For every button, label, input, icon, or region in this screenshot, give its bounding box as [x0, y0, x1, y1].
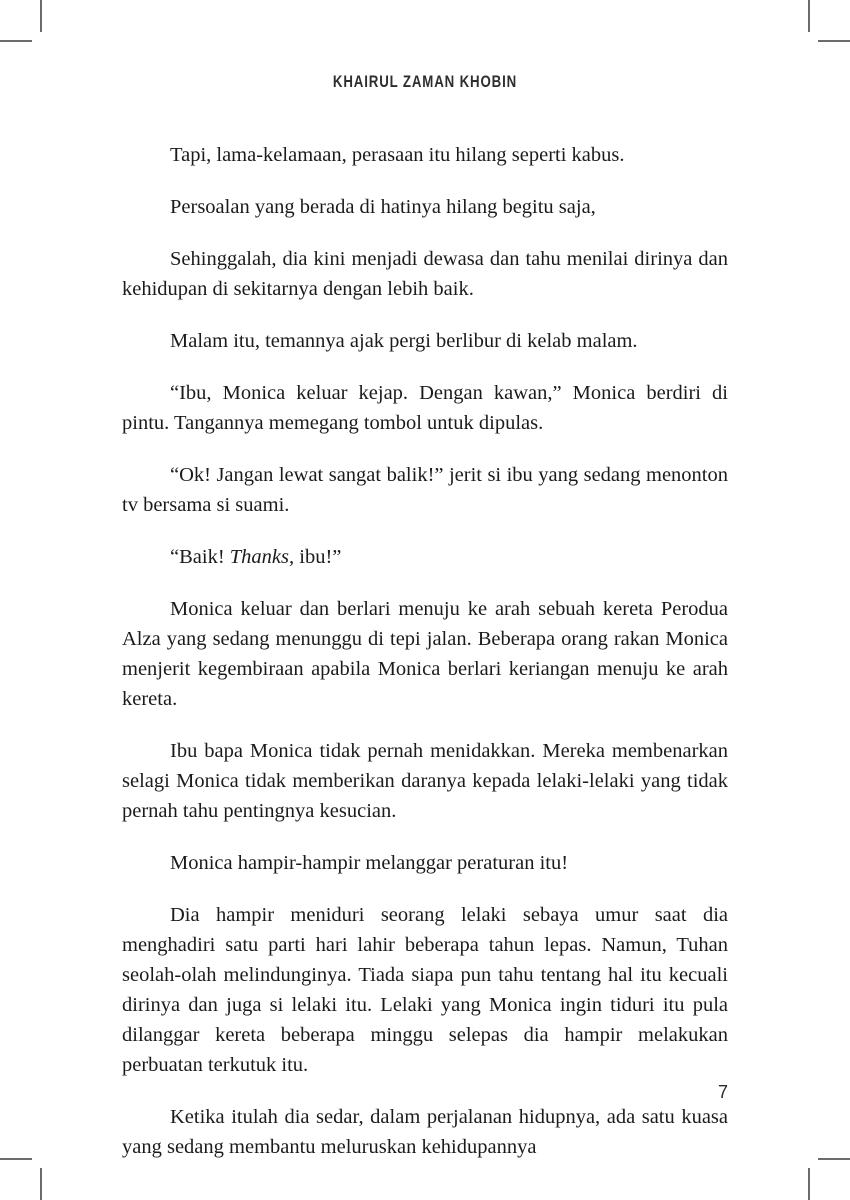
paragraph: Persoalan yang berada di hatinya hilang begitu saja,: [170, 196, 596, 218]
crop-mark-bottom-left-vertical: [40, 1168, 42, 1200]
paragraph: Monica hampir-hampir melanggar peraturan itu!: [170, 852, 569, 874]
paragraph-with-italic: [122, 542, 728, 572]
paragraph: “Ok! Jangan lewat sangat balik!” jerit si ibu yang sedang menonton tv bersama si suami.: [122, 464, 728, 516]
paragraph: Monica keluar dan berlari menuju ke arah sebuah kereta Perodua Alza yang sedang menunggu di tepi jalan. Beberapa orang rakan Monica menjerit kegembiraan apabila Monica berlari keriangan menuju ke arah kereta.: [122, 598, 728, 710]
crop-mark-top-right-vertical: [808, 0, 810, 32]
text-run: “Baik!: [170, 546, 230, 568]
running-head: KHAIRUL ZAMAN KHOBIN: [332, 72, 518, 91]
text-run: ibu!”: [294, 546, 342, 568]
paragraph: Sehinggalah, dia kini menjadi dewasa dan tahu menilai dirinya dan kehidupan di sekitarnya dengan lebih baik.: [122, 248, 728, 300]
crop-mark-top-left-horizontal: [0, 40, 32, 42]
crop-mark-top-left-vertical: [40, 0, 42, 32]
paragraph: Ketika itulah dia sedar, dalam perjalanan hidupnya, ada satu kuasa yang sedang membantu meluruskan kehidupannya: [122, 1106, 728, 1158]
body-text-block: [122, 140, 728, 1162]
crop-mark-bottom-left-horizontal: [0, 1158, 32, 1160]
paragraph: Ibu bapa Monica tidak pernah menidakkan. Mereka membenarkan selagi Monica tidak memberikan daranya kepada lelaki-lelaki yang tidak pernah tahu pentingnya kesucian.: [122, 740, 728, 822]
italic-text: Thanks,: [229, 546, 295, 568]
crop-mark-bottom-right-horizontal: [818, 1158, 850, 1160]
paragraph: Dia hampir meniduri seorang lelaki sebaya umur saat dia menghadiri satu parti hari lahir beberapa tahun lepas. Namun, Tuhan seolah-olah melindunginya. Tiada siapa pun tahu tentang hal itu kecuali dirinya dan juga si lelaki itu. Lelaki yang Monica ingin tiduri itu pula dilanggar kereta beberapa minggu selepas dia hampir melakukan perbuatan terkutuk itu.: [122, 904, 728, 1076]
paragraph: Tapi, lama-kelamaan, perasaan itu hilang seperti kabus.: [170, 144, 625, 166]
crop-mark-bottom-right-vertical: [808, 1168, 810, 1200]
paragraph: Malam itu, temannya ajak pergi berlibur di kelab malam.: [170, 330, 638, 352]
paragraph: “Ibu, Monica keluar kejap. Dengan kawan,” Monica berdiri di pintu. Tangannya memegang tombol untuk dipulas.: [122, 382, 728, 434]
crop-mark-top-right-horizontal: [818, 40, 850, 42]
page-number: 7: [717, 1082, 728, 1102]
